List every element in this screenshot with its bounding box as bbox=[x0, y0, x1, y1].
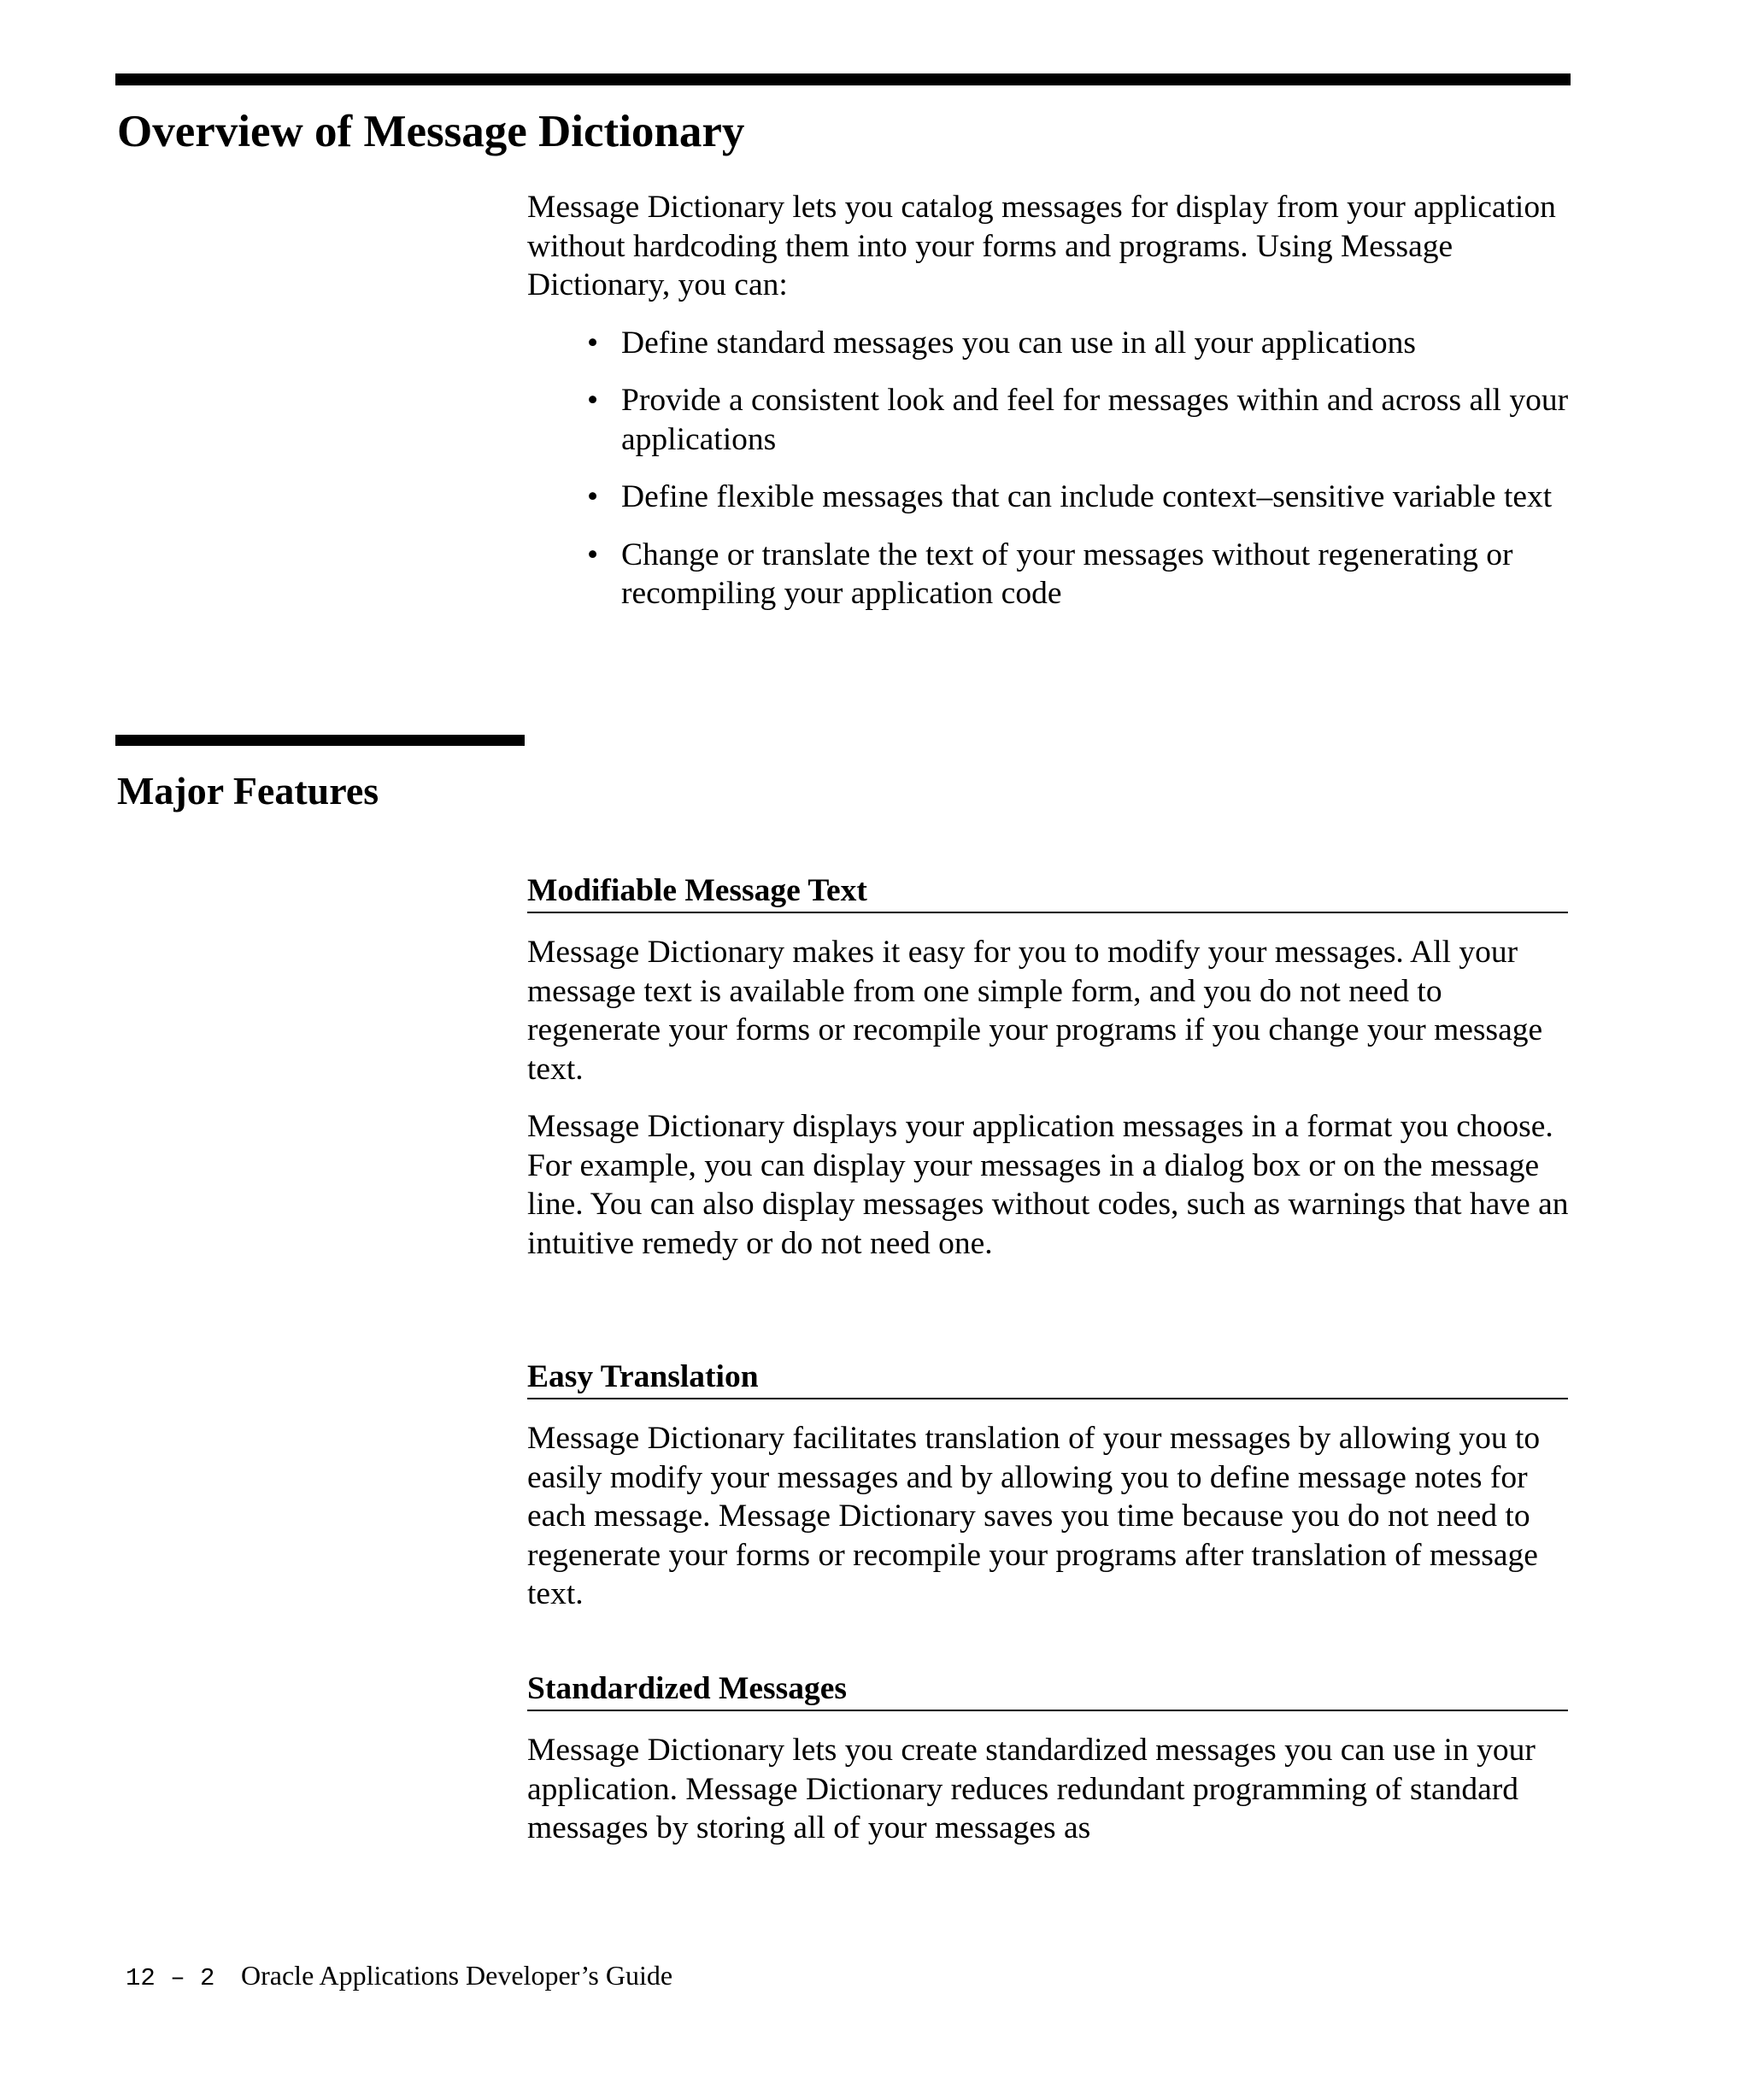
modifiable-message-text-heading: Modifiable Message Text bbox=[527, 871, 1568, 913]
bullet-glyph: • bbox=[587, 537, 599, 572]
bullet-text: Provide a consistent look and feel for messages within and across all your applications bbox=[621, 383, 1569, 457]
bullet-item bbox=[527, 381, 1574, 459]
section-rule bbox=[115, 735, 525, 746]
chapter-top-rule bbox=[115, 73, 1571, 85]
body-paragraph: Message Dictionary makes it easy for you to modify your messages. All your message text is available from one simple form, and you do not need to regenerate your forms or recompile your programs if you change your message text. bbox=[527, 935, 1543, 1087]
easy-translation-heading: Easy Translation bbox=[527, 1358, 1568, 1399]
bullet-item bbox=[527, 324, 1574, 363]
bullet-text: Define flexible messages that can include context–sensitive variable text bbox=[621, 479, 1553, 514]
bullet-text: Change or translate the text of your messages without regenerating or recompiling your application code bbox=[621, 537, 1513, 611]
book-title: Oracle Applications Developer’s Guide bbox=[241, 1960, 673, 1991]
page-footer bbox=[126, 1958, 672, 1996]
overview-intro-paragraph: Message Dictionary lets you catalog messages for display from your application without hardcoding them into your forms and programs. Using Message Dictionary, you can: bbox=[527, 190, 1556, 302]
page-number: 12 – 2 bbox=[126, 1964, 215, 1992]
standardized-messages-heading: Standardized Messages bbox=[527, 1669, 1568, 1711]
standardized-messages-body bbox=[527, 1731, 1574, 1848]
body-paragraph: Message Dictionary lets you create standardized messages you can use in your application. Message Dictionary reduces redundant programming of standard messages by storing all of your messages as bbox=[527, 1733, 1536, 1845]
bullet-item bbox=[527, 536, 1574, 613]
major-features-heading: Major Features bbox=[117, 769, 379, 812]
overview-bullet-list bbox=[527, 324, 1574, 613]
modifiable-message-text-body bbox=[527, 933, 1574, 1263]
body-paragraph: Message Dictionary displays your application messages in a format you choose. For example, you can display your messages in a dialog box or on the message line. You can also display messages without codes, such as warnings that have an intuitive remedy or do not need one. bbox=[527, 1109, 1569, 1261]
bullet-glyph: • bbox=[587, 479, 599, 514]
easy-translation-body bbox=[527, 1419, 1574, 1614]
body-paragraph: Message Dictionary facilitates translation of your messages by allowing you to easily modify your messages and by allowing you to define message notes for each message. Message Dictionary saves you time because you do not need to regenerate your forms or recompile your programs after translation of message text. bbox=[527, 1421, 1541, 1611]
bullet-glyph: • bbox=[587, 383, 599, 418]
overview-body bbox=[527, 188, 1574, 613]
bullet-glyph: • bbox=[587, 325, 599, 361]
bullet-item bbox=[527, 478, 1574, 517]
bullet-text: Define standard messages you can use in all your applications bbox=[621, 325, 1416, 361]
overview-heading: Overview of Message Dictionary bbox=[117, 107, 745, 156]
